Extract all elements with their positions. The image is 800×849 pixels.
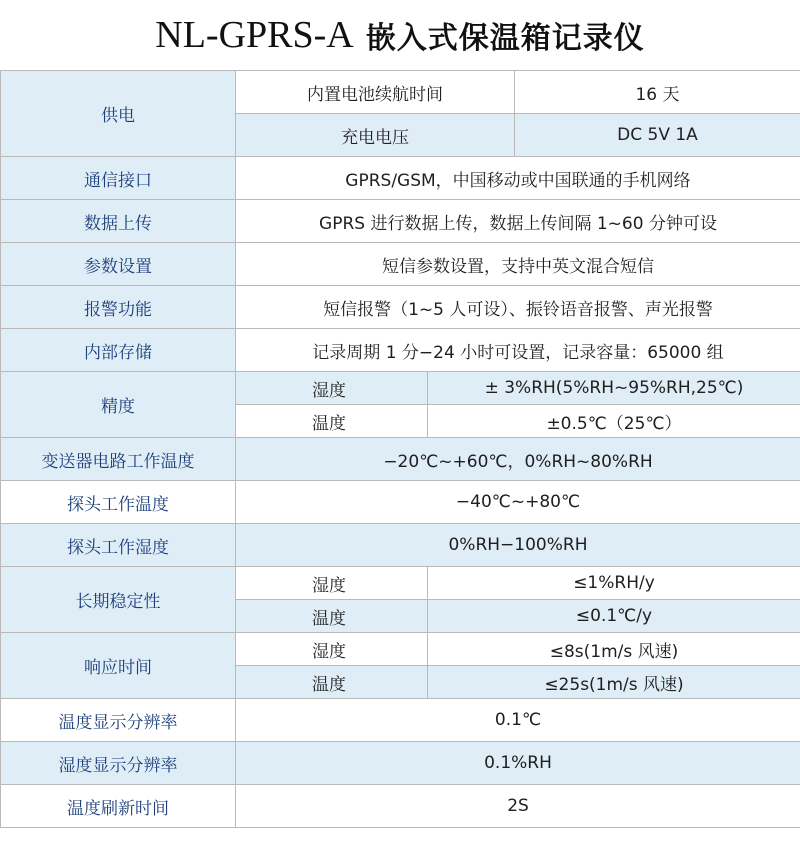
row-label-probe-temp: 探头工作温度 <box>1 481 236 524</box>
response-sub-value: ≤8s(1m/s 风速) <box>428 633 800 666</box>
power-sub-value: 16 天 <box>515 71 800 114</box>
table-row <box>1 71 800 114</box>
table-row <box>1 524 800 567</box>
row-value-temp-resolution: 0.1℃ <box>236 699 800 742</box>
row-value-params: 短信参数设置，支持中英文混合短信 <box>236 243 800 286</box>
product-name: 嵌入式保温箱记录仪 <box>365 21 645 56</box>
row-value-probe-humidity: 0%RH−100%RH <box>236 524 800 567</box>
row-label-power: 供电 <box>1 71 236 157</box>
stability-sub-name: 湿度 <box>236 567 428 600</box>
table-row <box>1 200 800 243</box>
table-row <box>1 438 800 481</box>
row-label-temp-resolution: 温度显示分辨率 <box>1 699 236 742</box>
row-label-probe-humidity: 探头工作湿度 <box>1 524 236 567</box>
row-value-upload: GPRS 进行数据上传，数据上传间隔 1~60 分钟可设 <box>236 200 800 243</box>
table-row <box>1 742 800 785</box>
row-label-upload: 数据上传 <box>1 200 236 243</box>
row-value-storage: 记录周期 1 分−24 小时可设置，记录容量：65000 组 <box>236 329 800 372</box>
power-sub-name: 内置电池续航时间 <box>236 71 515 114</box>
table-row <box>1 785 800 828</box>
table-row <box>1 481 800 524</box>
power-sub-name: 充电电压 <box>236 114 515 157</box>
table-row <box>1 372 800 405</box>
row-value-comm: GPRS/GSM，中国移动或中国联通的手机网络 <box>236 157 800 200</box>
stability-sub-value: ≤0.1℃/y <box>428 600 800 633</box>
table-row <box>1 633 800 666</box>
table-row <box>1 157 800 200</box>
table-row <box>1 286 800 329</box>
response-sub-name: 湿度 <box>236 633 428 666</box>
row-label-storage: 内部存储 <box>1 329 236 372</box>
power-sub-value: DC 5V 1A <box>515 114 800 157</box>
spec-table <box>0 70 800 828</box>
row-value-alarm: 短信报警（1~5 人可设）、振铃语音报警、声光报警 <box>236 286 800 329</box>
row-value-humidity-resolution: 0.1%RH <box>236 742 800 785</box>
row-label-accuracy: 精度 <box>1 372 236 438</box>
table-row <box>1 699 800 742</box>
response-sub-value: ≤25s(1m/s 风速) <box>428 666 800 699</box>
accuracy-sub-name: 温度 <box>236 405 428 438</box>
row-label-response: 响应时间 <box>1 633 236 699</box>
table-row <box>1 567 800 600</box>
row-label-humidity-resolution: 湿度显示分辨率 <box>1 742 236 785</box>
table-row <box>1 243 800 286</box>
accuracy-sub-value: ± 3%RH(5%RH~95%RH,25℃) <box>428 372 800 405</box>
row-label-stability: 长期稳定性 <box>1 567 236 633</box>
stability-sub-value: ≤1%RH/y <box>428 567 800 600</box>
row-label-comm: 通信接口 <box>1 157 236 200</box>
stability-sub-name: 温度 <box>236 600 428 633</box>
row-label-params: 参数设置 <box>1 243 236 286</box>
accuracy-sub-value: ±0.5℃（25℃） <box>428 405 800 438</box>
response-sub-name: 温度 <box>236 666 428 699</box>
accuracy-sub-name: 湿度 <box>236 372 428 405</box>
table-row <box>1 329 800 372</box>
model-name: NL-GPRS-A <box>155 14 354 56</box>
row-value-transmitter-temp: −20℃~+60℃，0%RH~80%RH <box>236 438 800 481</box>
row-label-refresh: 温度刷新时间 <box>1 785 236 828</box>
row-value-probe-temp: −40℃~+80℃ <box>236 481 800 524</box>
row-label-alarm: 报警功能 <box>1 286 236 329</box>
row-value-refresh: 2S <box>236 785 800 828</box>
row-label-transmitter-temp: 变送器电路工作温度 <box>1 438 236 481</box>
page-title <box>0 0 800 70</box>
